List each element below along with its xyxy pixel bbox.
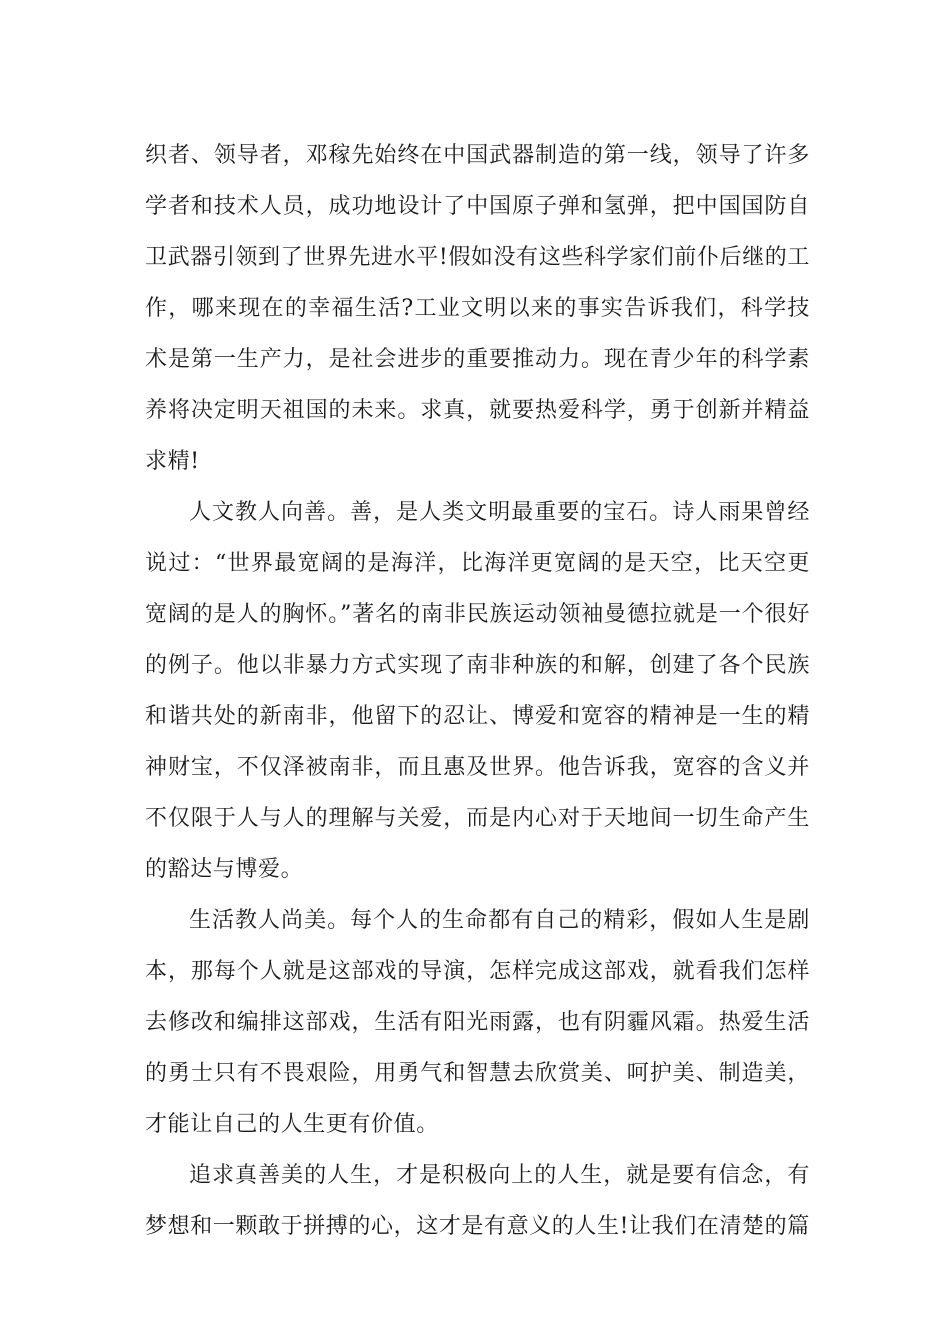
paragraph-goodness: 人文教人向善。善，是人类文明最重要的宝石。诗人雨果曾经说过：“世界最宽阔的是海洋，比海洋更宽阔的是天空，比天空更宽阔的是人的胸怀。”著名的南非民族运动领袖曼德拉就是一个很好的例子。他以非暴力方式实现了南非种族的和解，创建了各个民族和谐共处的新南非，他留下的忍让、博爱和宽容的精神是一生的精神财宝，不仅泽被南非，而且惠及世界。他告诉我，宽容的含义并不仅限于人与人的理解与关爱，而是内心对于天地间一切生命产生的豁达与博爱。	[145, 500, 810, 882]
paragraph-conclusion: 追求真善美的人生，才是积极向上的人生，就是要有信念，有梦想和一颗敢于拼搏的心，这才是有意义的人生!让我们在清楚的篇	[145, 1163, 810, 1239]
paragraph-beauty: 生活教人尚美。每个人的生命都有自己的精彩，假如人生是剧本，那每个人就是这部戏的导演，怎样完成这部戏，就看我们怎样去修改和编排这部戏，生活有阳光雨露，也有阴霾风霜。热爱生活的勇士只有不畏艰险，用勇气和智慧去欣赏美、呵护美、制造美，才能让自己的人生更有价值。	[145, 908, 810, 1137]
body-text	[145, 130, 810, 1252]
paragraph-continuation: 织者、领导者，邓稼先始终在中国武器制造的第一线，领导了许多学者和技术人员，成功地设计了中国原子弹和氢弹，把中国国防自卫武器引领到了世界先进水平!假如没有这些科学家们前仆后继的工作，哪来现在的幸福生活?工业文明以来的事实告诉我们，科学技术是第一生产力，是社会进步的重要推动力。现在青少年的科学素养将决定明天祖国的未来。求真，就要热爱科学，勇于创新并精益求精!	[145, 143, 810, 474]
